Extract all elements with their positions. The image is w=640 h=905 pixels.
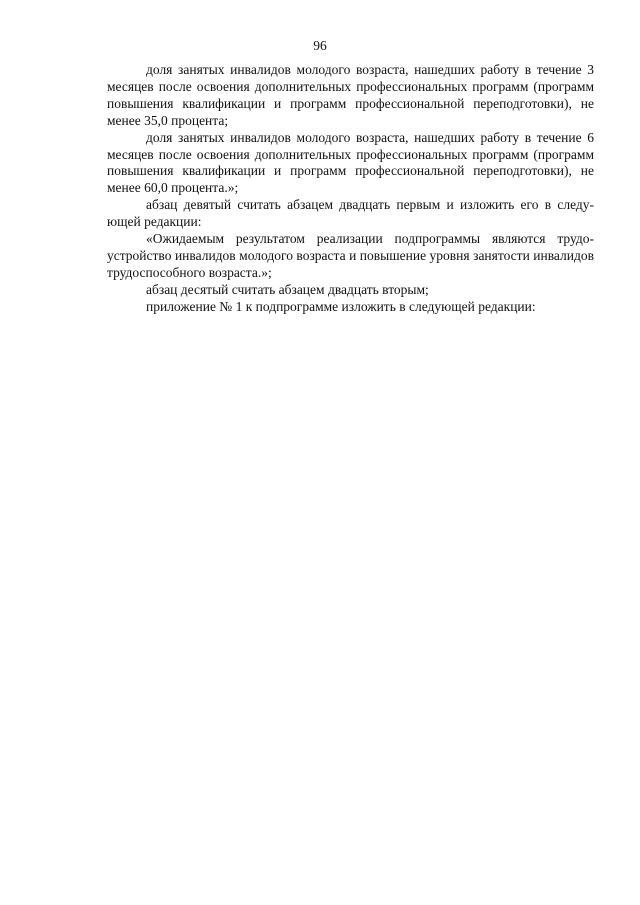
paragraph-tenth-abzac: абзац десятый считать абзацем двадцать вторым; <box>146 281 429 297</box>
paragraph-expected-result: «Ожидаемым результатом реализации подпрограммы являются трудоустройство инвалидов молодого возраста и повышение уровня занятости инвалидов трудоспособного возраста.»; <box>107 231 594 280</box>
page-number: 96 <box>313 38 327 53</box>
paragraph-appendix-1: приложение № 1 к подпрограмме изложить в следующей редакции: <box>146 298 536 314</box>
paragraph-ninth-abzac: абзац девятый считать абзацем двадцать первым и изложить его в следующей редакции: <box>107 197 594 230</box>
paragraph-employment-6-months: доля занятых инвалидов молодого возраста, нашедших работу в течение 6 месяцев после освоения дополнительных профессиональных программ (программ повышения квалификации и программ профессиональной переподготовки), не менее 60,0 процента.»; <box>107 129 594 196</box>
document-body <box>107 62 594 316</box>
paragraph-employment-3-months: доля занятых инвалидов молодого возраста, нашедших работу в течение 3 месяцев после освоения дополнительных профессиональных программ (программ повышения квалификации и программ профессиональной переподготовки), не менее 35,0 процента; <box>107 62 594 128</box>
